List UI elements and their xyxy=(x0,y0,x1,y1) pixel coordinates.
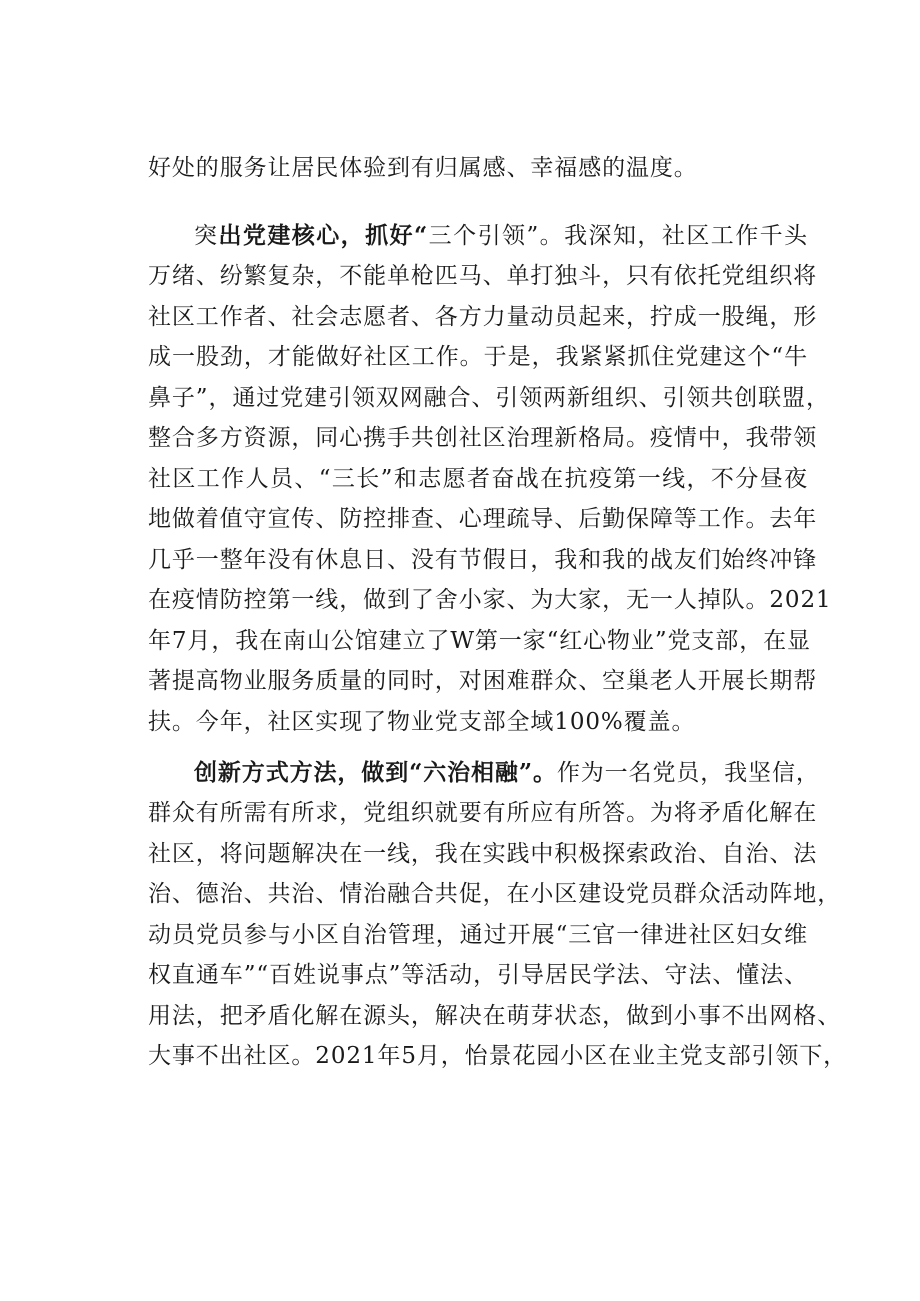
paragraph-2-line-7: 用法，把矛盾化解在源头，解决在萌芽状态，做到小事不出网格、 xyxy=(148,1003,842,1029)
paragraph-1-line-7: 社区工作人员、“三长”和志愿者奋战在抗疫第一线，不分昼夜 xyxy=(148,466,808,492)
paragraph-1-line-10: 在疫情防控第一线，做到了舍小家、为大家，无一人掉队。2021 xyxy=(148,587,832,613)
paragraph-2-line-6: 权直通车”“百姓说事点”等活动，引导居民学法、守法、懂法、 xyxy=(148,962,808,988)
paragraph-1-line-9: 几乎一整年没有休息日、没有节假日，我和我的战友们始终冲锋 xyxy=(148,547,818,573)
paragraph-2-line-1 xyxy=(194,753,820,793)
paragraph-0-line-1: 好处的服务让居民体验到有归属感、幸福感的温度。 xyxy=(148,155,698,181)
paragraph-1-line-5: 鼻子”，通过党建引领双网融合、引领两新组织、引领共创联盟， xyxy=(148,385,830,411)
paragraph-1-line-6: 整合多方资源，同心携手共创社区治理新格局。疫情中，我带领 xyxy=(148,425,818,451)
paragraph-1-line-11: 年7月，我在南山公馆建立了W第一家“红心物业”党支部，在显 xyxy=(148,628,811,654)
paragraph-2-line-3: 社区，将问题解决在一线，我在实践中积极探索政治、自治、法 xyxy=(148,841,818,867)
paragraph-1-line-2: 万绪、纷繁复杂，不能单枪匹马、单打独斗，只有依托党组织将 xyxy=(148,263,818,289)
paragraph-1-line-1 xyxy=(194,216,808,256)
paragraph-2-line-1-text: 作为一名党员，我坚信， xyxy=(556,760,820,786)
paragraph-1-line-1-text: 三个引领”。我深知，社区工作千头 xyxy=(428,223,808,249)
paragraph-2-line-4: 治、德治、共治、情治融合共促，在小区建设党员群众活动阵地， xyxy=(148,881,842,907)
paragraph-1-line-12: 著提高物业服务质量的同时，对困难群众、空巢老人开展长期帮 xyxy=(148,668,818,694)
paragraph-2-line-5: 动员党员参与小区自治管理，通过开展“三官一律进社区妇女维 xyxy=(148,922,808,948)
paragraph-1-line-8: 地做着值守宣传、防控排查、心理疏导、后勤保障等工作。去年 xyxy=(148,506,818,532)
paragraph-2-line-8: 大事不出社区。2021年5月，怡景花园小区在业主党支部引领下， xyxy=(148,1043,848,1069)
paragraph-1-lead-char: 突 xyxy=(194,223,219,249)
paragraph-1-line-13: 扶。今年，社区实现了物业党支部全域100%覆盖。 xyxy=(148,709,696,735)
paragraph-1-line-4: 成一股劲，才能做好社区工作。于是，我紧紧抓住党建这个“牛 xyxy=(148,344,808,370)
paragraph-2-line-2: 群众有所需有所求，党组织就要有所应有所答。为将矛盾化解在 xyxy=(148,800,818,826)
paragraph-1-heading: 出党建核心，抓好“ xyxy=(218,222,429,249)
paragraph-2-heading: 创新方式方法，做到“六治相融”。 xyxy=(194,759,557,786)
paragraph-1-line-3: 社区工作者、社会志愿者、各方力量动员起来，拧成一股绳，形 xyxy=(148,304,818,330)
